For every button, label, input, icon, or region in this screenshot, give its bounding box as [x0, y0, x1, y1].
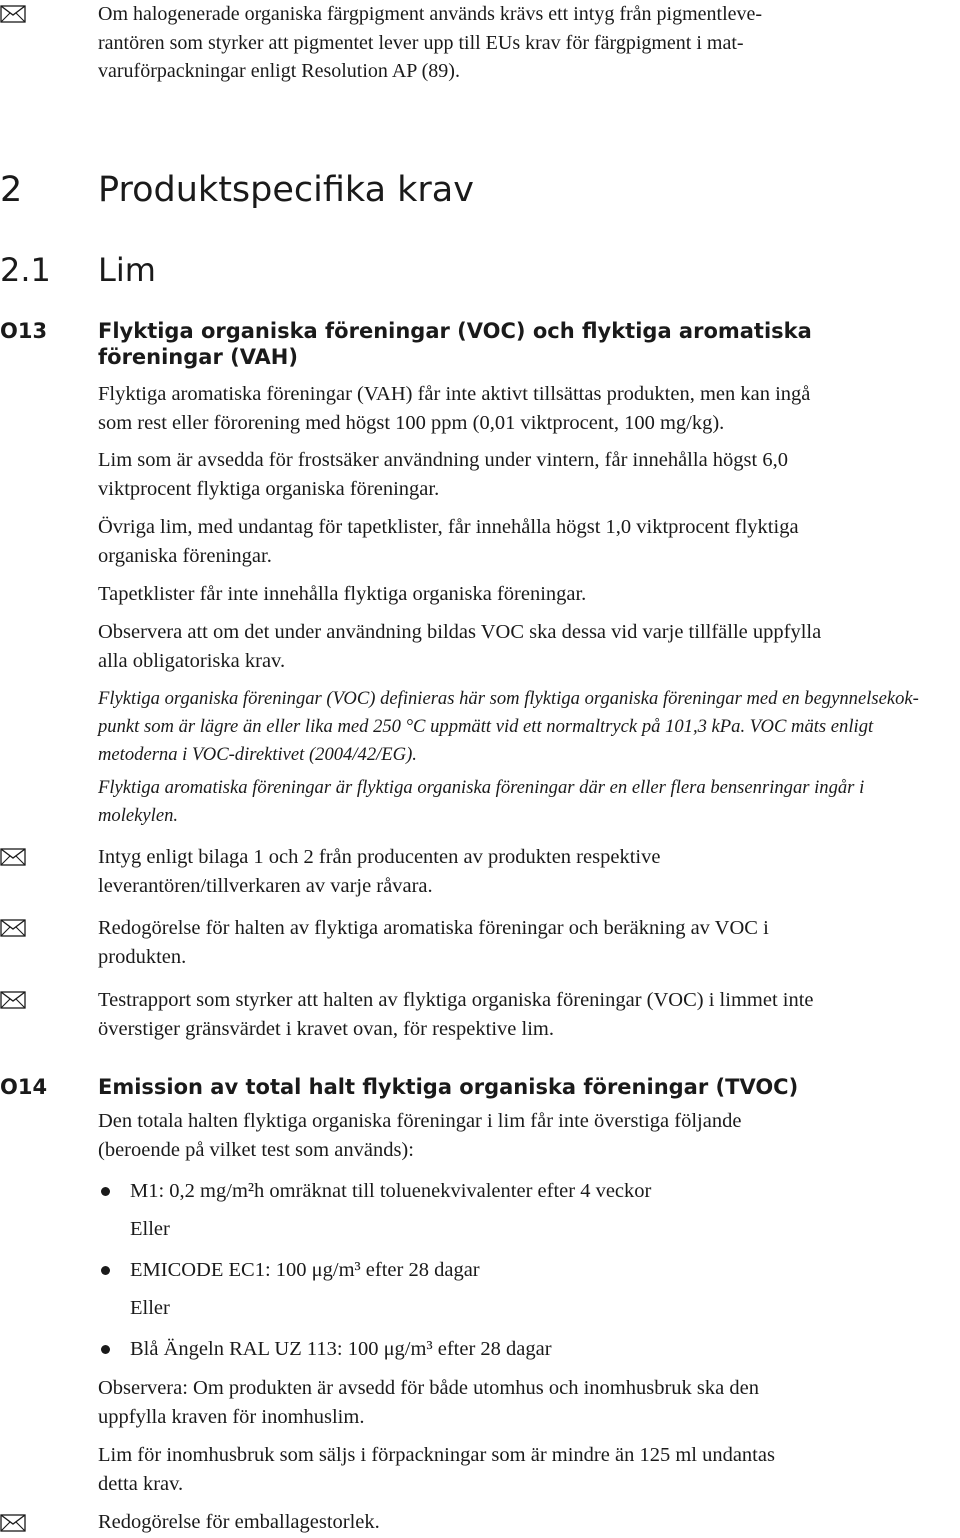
o14-bullet-2: EMICODE EC1: 100 μg/m³ efter 28 dagar	[130, 1259, 480, 1281]
text-line: alla obligatoriska krav.	[98, 650, 286, 672]
title-line: Flyktiga organiska föreningar (VOC) och flyktiga aromatiska	[98, 319, 812, 343]
o13-definition-note	[98, 685, 919, 769]
text-line: detta krav.	[98, 1473, 184, 1495]
envelope-icon	[0, 990, 26, 1012]
o14-bullet-1: M1: 0,2 mg/m²h omräknat till toluenekvivalenter efter 4 veckor	[130, 1180, 652, 1202]
doc-line: produkten.	[98, 946, 187, 968]
text-line: som rest eller förorening med högst 100 ppm (0,01 viktprocent, 100 mg/kg).	[98, 412, 725, 434]
section-title: Produktspecifika krav	[98, 170, 474, 210]
envelope-icon	[0, 4, 26, 26]
requirement-title-o13	[98, 318, 812, 370]
text-line: Flyktiga aromatiska föreningar (VAH) får inte aktivt tillsättas produkten, men kan ingå	[98, 383, 811, 405]
envelope-icon	[0, 847, 26, 869]
envelope-icon	[0, 918, 26, 940]
note-line: molekylen.	[98, 805, 179, 826]
section-number: 2	[0, 170, 23, 210]
subsection-title: Lim	[98, 251, 156, 289]
bullet-dot	[101, 1345, 110, 1354]
o14-bullet-1-or: Eller	[130, 1218, 170, 1240]
doc-line: Redogörelse för halten av flyktiga aromatiska föreningar och beräkning av VOC i	[98, 917, 769, 939]
text-line: organiska föreningar.	[98, 545, 272, 567]
o14-exception	[98, 1441, 775, 1499]
requirement-code-o13: O13	[0, 319, 48, 343]
o14-intro	[98, 1107, 741, 1165]
text-line: viktprocent flyktiga organiska föreningar.	[98, 478, 440, 500]
o13-paragraph-2	[98, 446, 788, 504]
text-line: uppfylla kraven för inomhuslim.	[98, 1406, 365, 1428]
doc-line: överstiger gränsvärdet i kravet ovan, för respektive lim.	[98, 1018, 554, 1040]
text-line: Lim som är avsedda för frostsäker användning under vintern, får innehålla högst 6,0	[98, 449, 788, 471]
subsection-number: 2.1	[0, 251, 51, 289]
o13-paragraph-1	[98, 380, 810, 438]
intro-line: rantören som styrker att pigmentet lever upp till EUs krav för färgpigment i mat-	[98, 31, 744, 54]
text-line: (beroende på vilket test som används):	[98, 1139, 414, 1161]
o14-note	[98, 1374, 759, 1432]
doc-line: Testrapport som styrker att halten av flyktiga organiska föreningar (VOC) i limmet inte	[98, 989, 814, 1011]
intro-line: Om halogenerade organiska färgpigment används krävs ett intyg från pigmentleve-	[98, 3, 763, 25]
note-line: Flyktiga aromatiska föreningar är flyktiga organiska föreningar där en eller flera bensenringar ingår i	[98, 777, 865, 798]
text-line: Övriga lim, med undantag för tapetklister, får innehålla högst 1,0 viktprocent flyktiga	[98, 516, 799, 538]
o14-bullet-2-or: Eller	[130, 1297, 170, 1319]
requirement-title-o14: Emission av total halt flyktiga organiska föreningar (TVOC)	[98, 1075, 799, 1099]
note-line: Flyktiga organiska föreningar (VOC) definieras här som flyktiga organiska föreningar med en begynnelsekok-	[98, 688, 919, 709]
doc-line: leverantören/tillverkaren av varje råvara.	[98, 875, 433, 897]
o14-doc-item: Redogörelse för emballagestorlek.	[98, 1511, 380, 1533]
o13-paragraph-5	[98, 618, 821, 676]
o13-paragraph-3	[98, 513, 799, 571]
o14-bullet-3: Blå Ängeln RAL UZ 113: 100 μg/m³ efter 28 dagar	[130, 1338, 552, 1360]
text-line: Den totala halten flyktiga organiska föreningar i lim får inte överstiga följande	[98, 1110, 742, 1132]
o13-doc-item-2	[98, 914, 769, 972]
note-line: punkt som är lägre än eller lika med 250 °C uppmätt vid ett normaltryck på 101,3 kPa. VOC mäts enligt	[98, 716, 874, 737]
text-line: Lim för inomhusbruk som säljs i förpackningar som är mindre än 125 ml undantas	[98, 1444, 775, 1466]
envelope-icon	[0, 1513, 26, 1535]
bullet-dot	[101, 1187, 110, 1196]
intro-line: varuförpackningar enligt Resolution AP (89).	[98, 60, 460, 82]
bullet-dot	[101, 1266, 110, 1275]
note-line: metoderna i VOC-direktivet (2004/42/EG).	[98, 744, 417, 765]
o13-doc-item-1	[98, 843, 660, 901]
o13-aromatic-note	[98, 774, 864, 830]
text-line: Observera: Om produkten är avsedd för både utomhus och inomhusbruk ska den	[98, 1377, 759, 1399]
doc-line: Intyg enligt bilaga 1 och 2 från producenten av produkten respektive	[98, 846, 661, 868]
text-line: Observera att om det under användning bildas VOC ska dessa vid varje tillfälle uppfylla	[98, 621, 822, 643]
title-line: föreningar (VAH)	[98, 345, 298, 369]
o13-paragraph-4: Tapetklister får inte innehålla flyktiga organiska föreningar.	[98, 583, 587, 605]
intro-paragraph	[98, 0, 762, 86]
requirement-code-o14: O14	[0, 1075, 48, 1099]
o13-doc-item-3	[98, 986, 814, 1044]
